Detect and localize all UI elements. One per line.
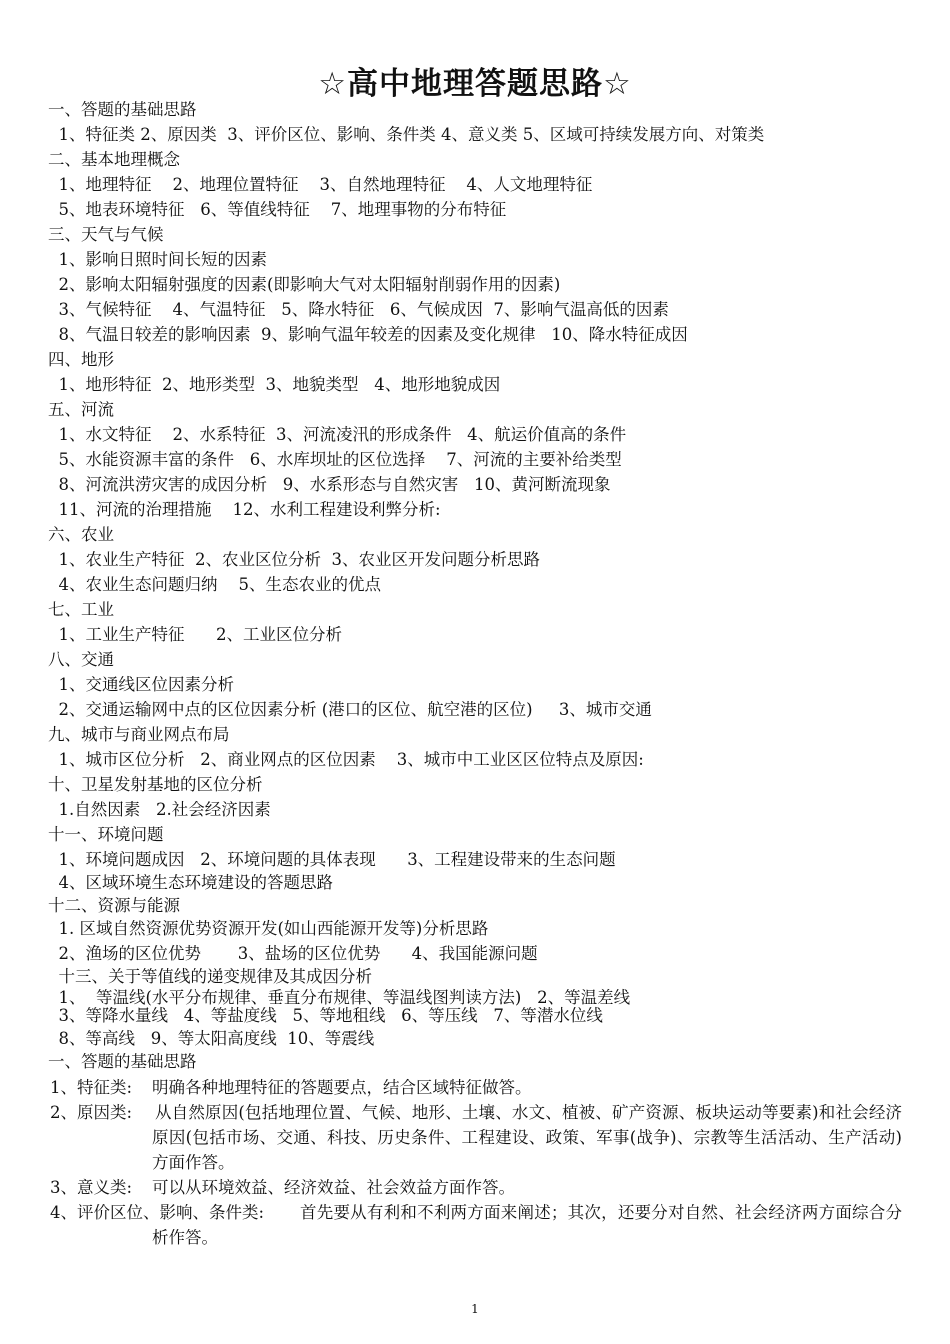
outline-item: 1.自然因素 2.社会经济因素	[48, 800, 271, 819]
outline-item: 4、农业生态问题归纳 5、生态农业的优点	[48, 575, 381, 594]
section-heading: 一、答题的基础思路	[48, 100, 197, 119]
section-heading: 十三、关于等值线的递变规律及其成因分析	[48, 967, 372, 986]
outline-item: 1、环境问题成因 2、环境问题的具体表现 3、工程建设带来的生态问题	[48, 850, 616, 869]
outline-item: 2、影响太阳辐射强度的因素(即影响大气对太阳辐射削弱作用的因素)	[48, 275, 561, 294]
outline-item: 1、城市区位分析 2、商业网点的区位因素 3、城市中工业区区位特点及原因:	[48, 750, 644, 769]
outline-item: 5、水能资源丰富的条件 6、水库坝址的区位选择 7、河流的主要补给类型	[48, 450, 622, 469]
section-heading: 一、答题的基础思路	[48, 1052, 197, 1071]
outline-item: 11、河流的治理措施 12、水利工程建设利弊分析:	[48, 500, 441, 519]
outline-item: 3、等降水量线 4、等盐度线 5、等地租线 6、等压线 7、等潜水位线	[48, 1006, 603, 1025]
section-heading: 七、工业	[48, 600, 114, 619]
outline-item: 1、特征类 2、原因类 3、评价区位、影响、条件类 4、意义类 5、区域可持续发展方向、对策类	[48, 125, 765, 144]
outline-item: 5、地表环境特征 6、等值线特征 7、地理事物的分布特征	[48, 200, 507, 219]
outline-item: 1、地形特征 2、地形类型 3、地貌类型 4、地形地貌成因	[48, 375, 501, 394]
outline-item: 1、农业生产特征 2、农业区位分析 3、农业区开发问题分析思路	[48, 550, 540, 569]
answer-text: 首先要从有利和不利两方面来阐述；其次，还要分对自然、社会经济两方面综合分析作答。	[152, 1203, 902, 1247]
section-heading: 四、地形	[48, 350, 114, 369]
answer-label: 2、原因类:	[50, 1103, 133, 1122]
outline-item: 8、河流洪涝灾害的成因分析 9、水系形态与自然灾害 10、黄河断流现象	[48, 475, 611, 494]
section-heading: 五、河流	[48, 400, 114, 419]
outline-item: 1、水文特征 2、水系特征 3、河流凌汛的形成条件 4、航运价值高的条件	[48, 425, 627, 444]
section-heading: 六、农业	[48, 525, 114, 544]
outline-item: 8、等高线 9、等太阳高度线 10、等震线	[48, 1029, 375, 1048]
answer-label: 1、特征类:	[50, 1078, 133, 1097]
outline-item: 1、影响日照时间长短的因素	[48, 250, 267, 269]
section-heading: 九、城市与商业网点布局	[48, 725, 230, 744]
section-heading: 八、交通	[48, 650, 114, 669]
answer-label: 3、意义类:	[50, 1178, 133, 1197]
section-heading: 十一、环境问题	[48, 825, 164, 844]
section-heading: 十二、资源与能源	[48, 896, 180, 915]
page-number: 1	[471, 1302, 479, 1316]
answer-label: 4、评价区位、影响、条件类:	[50, 1203, 265, 1222]
outline-item: 1、工业生产特征 2、工业区位分析	[48, 625, 342, 644]
outline-item: 2、渔场的区位优势 3、盐场的区位优势 4、我国能源问题	[48, 944, 538, 963]
section-heading: 二、基本地理概念	[48, 150, 180, 169]
answer-text: 可以从环境效益、经济效益、社会效益方面作答。	[152, 1178, 515, 1197]
page-title: ☆高中地理答题思路☆	[318, 66, 632, 102]
outline-item: 1、地理特征 2、地理位置特征 3、自然地理特征 4、人文地理特征	[48, 175, 593, 194]
outline-item: 1、交通线区位因素分析	[48, 675, 234, 694]
answer-text: 从自然原因(包括地理位置、气候、地形、土壤、水文、植被、矿产资源、板块运动等要素)和社会经济原因(包括市场、交通、科技、历史条件、工程建设、政策、军事(战争)、宗教等生活活动、生产活动)方面作答。	[152, 1103, 902, 1172]
outline-item: 3、气候特征 4、气温特征 5、降水特征 6、气候成因 7、影响气温高低的因素	[48, 300, 669, 319]
outline-item: 1、 等温线(水平分布规律、垂直分布规律、等温线图判读方法) 2、等温差线	[48, 988, 631, 1007]
outline-item: 8、气温日较差的影响因素 9、影响气温年较差的因素及变化规律 10、降水特征成因	[48, 325, 688, 344]
outline-item: 2、交通运输网中点的区位因素分析 (港口的区位、航空港的区位) 3、城市交通	[48, 700, 652, 719]
outline-item: 4、区域环境生态环境建设的答题思路	[48, 873, 333, 892]
section-heading: 三、天气与气候	[48, 225, 164, 244]
answer-text: 明确各种地理特征的答题要点，结合区域特征做答。	[152, 1078, 532, 1097]
outline-item: 1. 区域自然资源优势资源开发(如山西能源开发等)分析思路	[48, 919, 489, 938]
section-heading: 十、卫星发射基地的区位分析	[48, 775, 263, 794]
